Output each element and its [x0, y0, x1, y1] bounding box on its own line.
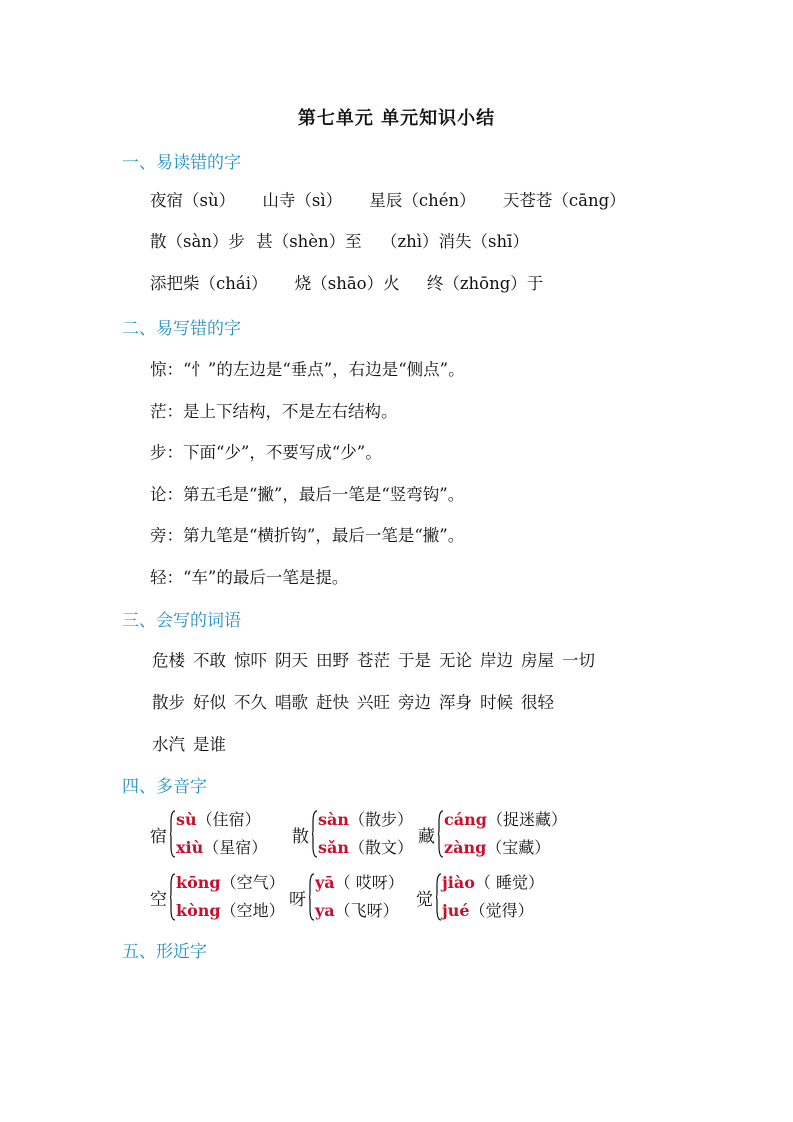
polyphone-reading: cáng（捉迷藏）	[444, 810, 567, 829]
polyphone-group	[289, 869, 404, 925]
word: 苍茫	[357, 651, 390, 670]
polyphone-char: 藏	[418, 826, 435, 847]
polyphone-reading: sù（住宿）	[176, 810, 261, 829]
easy-read-item: 天苍苍（cāng）	[502, 191, 626, 210]
word: 水汽	[152, 735, 185, 754]
polyphone-reading: sàn（散步）	[318, 810, 414, 829]
words-line-1	[152, 647, 603, 671]
polyphone-char: 呀	[289, 889, 306, 910]
polyphone-group	[416, 869, 544, 925]
word: 是谁	[193, 735, 226, 754]
easy-read-item: 山寺（sì）	[262, 191, 343, 210]
word: 浑身	[439, 693, 472, 712]
brace-icon	[312, 810, 318, 858]
easy-write-line: 步：下面“少”，不要写成“少”。	[150, 443, 382, 462]
polyphone-reading: kōng（空气）	[176, 873, 285, 892]
words-line-2	[152, 689, 562, 713]
polyphone-group	[418, 806, 567, 862]
polyphone-reading: jué（觉得）	[442, 901, 534, 920]
polyphone-reading: kòng（空地）	[176, 901, 285, 920]
word: 一切	[562, 651, 595, 670]
words-line-3	[152, 731, 234, 755]
section-heading-easy-read: 一、易读错的字	[122, 153, 241, 173]
word: 阴天	[275, 651, 308, 670]
word: 旁边	[398, 693, 431, 712]
polyphone-group	[150, 869, 285, 925]
easy-write-line: 论：第五毛是“撇”，最后一笔是“竖弯钩”。	[150, 485, 465, 504]
section-heading-similar-chars: 五、形近字	[122, 942, 207, 962]
word: 唱歌	[275, 693, 308, 712]
easy-read-item: 散（sàn）步	[150, 232, 245, 251]
easy-write-line: 茫：是上下结构，不是左右结构。	[150, 402, 398, 421]
word: 无论	[439, 651, 472, 670]
word: 时候	[480, 693, 513, 712]
easy-read-item: 终（zhōng）于	[426, 274, 544, 293]
polyphone-reading: yā（ 哎呀）	[315, 873, 404, 892]
section-heading-words: 三、会写的词语	[122, 611, 241, 631]
word: 不久	[234, 693, 267, 712]
easy-read-item: 甚（shèn）至	[256, 232, 362, 251]
easy-read-item: 星辰（chén）	[369, 191, 476, 210]
polyphone-reading: ya（飞呀）	[315, 901, 399, 920]
polyphone-reading: jiào（ 睡觉）	[442, 873, 544, 892]
polyphone-reading: zàng（宝藏）	[444, 838, 551, 857]
word: 散步	[152, 693, 185, 712]
word: 房屋	[521, 651, 554, 670]
brace-icon	[438, 810, 444, 858]
easy-read-line-2	[150, 228, 551, 252]
polyphone-char: 觉	[416, 889, 433, 910]
easy-write-line: 轻：“车”的最后一笔是提。	[150, 568, 349, 587]
brace-icon	[170, 873, 176, 921]
easy-write-line: 惊：“忄”的左边是“垂点”，右边是“侧点”。	[150, 360, 465, 379]
polyphone-char: 散	[292, 826, 309, 847]
word: 岸边	[480, 651, 513, 670]
polyphone-char: 空	[150, 889, 167, 910]
word: 田野	[316, 651, 349, 670]
word: 很轻	[521, 693, 554, 712]
polyphone-group	[292, 806, 413, 862]
word: 惊吓	[234, 651, 267, 670]
section-heading-polyphones: 四、多音字	[122, 777, 207, 797]
brace-icon	[170, 810, 176, 858]
easy-read-item: 夜宿（sù）	[150, 191, 236, 210]
polyphone-char: 宿	[150, 826, 167, 847]
easy-read-item: 烧（shāo）火	[294, 274, 400, 293]
word: 危楼	[152, 651, 185, 670]
brace-icon	[436, 873, 442, 921]
word: 赶快	[316, 693, 349, 712]
easy-read-item: 添把柴（chái）	[150, 274, 268, 293]
polyphone-reading: sǎn（散文）	[318, 838, 414, 857]
word: 不敢	[193, 651, 226, 670]
page-title: 第七单元 单元知识小结	[297, 108, 496, 129]
easy-read-line-1	[150, 187, 648, 211]
word: 于是	[398, 651, 431, 670]
easy-write-line: 旁：第九笔是“横折钩”，最后一笔是“撇”。	[150, 526, 465, 545]
word: 兴旺	[357, 693, 390, 712]
brace-icon	[309, 873, 315, 921]
easy-read-item: （zhì）消失（shī）	[380, 232, 529, 251]
easy-read-line-3	[150, 270, 565, 294]
polyphone-reading: xiù（星宿）	[176, 838, 268, 857]
polyphone-group	[150, 806, 267, 862]
word: 好似	[193, 693, 226, 712]
section-heading-easy-write: 二、易写错的字	[122, 319, 241, 339]
